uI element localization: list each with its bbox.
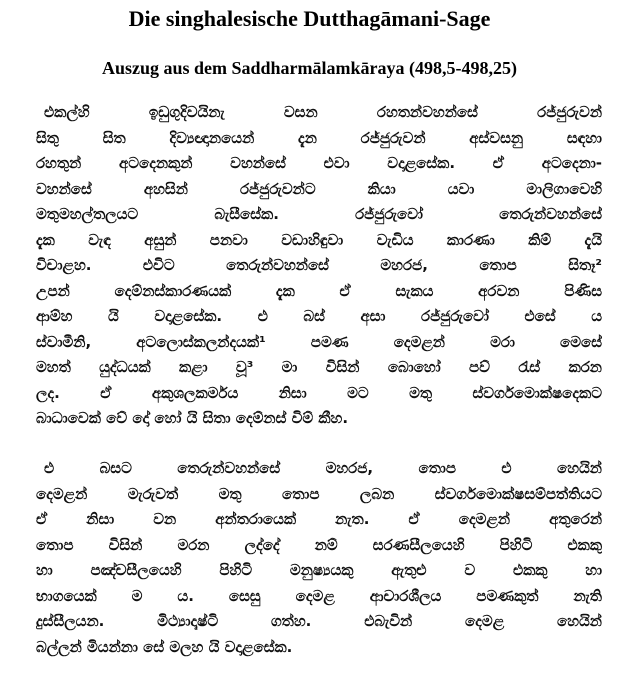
text-line: උපන් දෙම්නස්කාරණයක් දැක ඒ සැකය අරවන පිණිස: [36, 281, 602, 300]
text-line: මහත් යුද්ධයක් කළා වූ³ මා විසින් බොහෝ පව් රැස් කරන: [36, 358, 602, 376]
text-line: දැක වැඳ අසුන් පනවා වඩාහිඳුවා වැඩිය කාරණා කිම් දැයි: [36, 230, 602, 249]
text-line: විචාළහ. එවිට තෙරුන්වහන්සේ මහරජ, තොප සිතෑ²: [36, 256, 602, 274]
document-subtitle: Auszug aus dem Saddharmālamkāraya (498,5-498,25): [101, 58, 518, 78]
document-title: Die singhalesische Dutthagāmani-Sage: [128, 6, 491, 31]
text-line: දුස්සීලයන. මිථ්‍යාදෘෂ්ටි ගත්හ. එබැවින් දෙමළ හෙයින්: [36, 612, 602, 630]
text-line: සිතු සිත දිව්‍යඥානයෙන් දැන රජ්ජුරුවන් අස්වසනු සඳහා: [36, 128, 602, 147]
text-line: ස්වාමීනි, අටලොස්කලන්දයක්¹ පමණ දෙමළන් මරා මෙසේ: [36, 332, 602, 351]
text-line: ඒ නිසා වන අන්තරායෙක් නැත. ඒ දෙමළන් අතුරෙන්: [36, 510, 602, 528]
text-line: රහතුන් අටදෙනකුන් වහන්සේ එවා වදාළසේක. ඒ අටදෙනා-: [36, 154, 602, 172]
text-line: මතුමහල්තලයට බැසීසේක. රජ්ජුරුවෝ තෙරුන්වහන්සේ: [36, 205, 602, 223]
paragraph-1: [36, 100, 602, 432]
text-line: එකල්හි ඉඩුගුදිවයිනැ වසන රහතන්වහන්සේ රජ්ජුරුවන්: [44, 103, 602, 121]
text-line: තොප විසින් මරන ලද්දේ නම් සරණසීලයෙහි පිහිටි එකකු: [36, 535, 602, 554]
text-line: බල්ලන් මියන්නා සේ මලහ යි වදාළසේක.: [36, 637, 293, 656]
text-line: හා පඤ්චසීලයෙහි පිහිටි මනුෂ්‍යයකු ඇතුළු ව එකකු හා: [36, 561, 602, 579]
text-line: ආම්හ යි වදාළසේක. එ බස් අසා රජ්ජුරුවෝ එසේ ය: [36, 307, 602, 325]
text-line: දෙමළන් මැරුවත් මතු තොප ලබන ස්වර්ගමොක්ෂසම්පත්තියට: [36, 484, 602, 503]
text-line: භාගයෙක් ම ය. සෙසු දෙමළ ආචාරශීලය පමණකුත් නැති: [36, 586, 602, 605]
text-line: වහන්සේ අහසින් රජ්ජුරුවන්ට කියා යවා මාලිගාවෙහි: [36, 179, 602, 198]
paragraph-2: [36, 456, 602, 660]
text-line: එ බසට තෙරුන්වහන්සේ මහරජ, තොප එ හෙයින්: [44, 459, 602, 477]
text-line: ලද. ඒ අකුශලකර්මය නිසා මට මතු ස්වර්ගමොක්ෂදෙකට: [36, 383, 602, 402]
text-line: බාධාවෙක් වේ දෝ හෝ යි සිතා දෙම්නස් විම් කීහ.: [36, 409, 349, 427]
